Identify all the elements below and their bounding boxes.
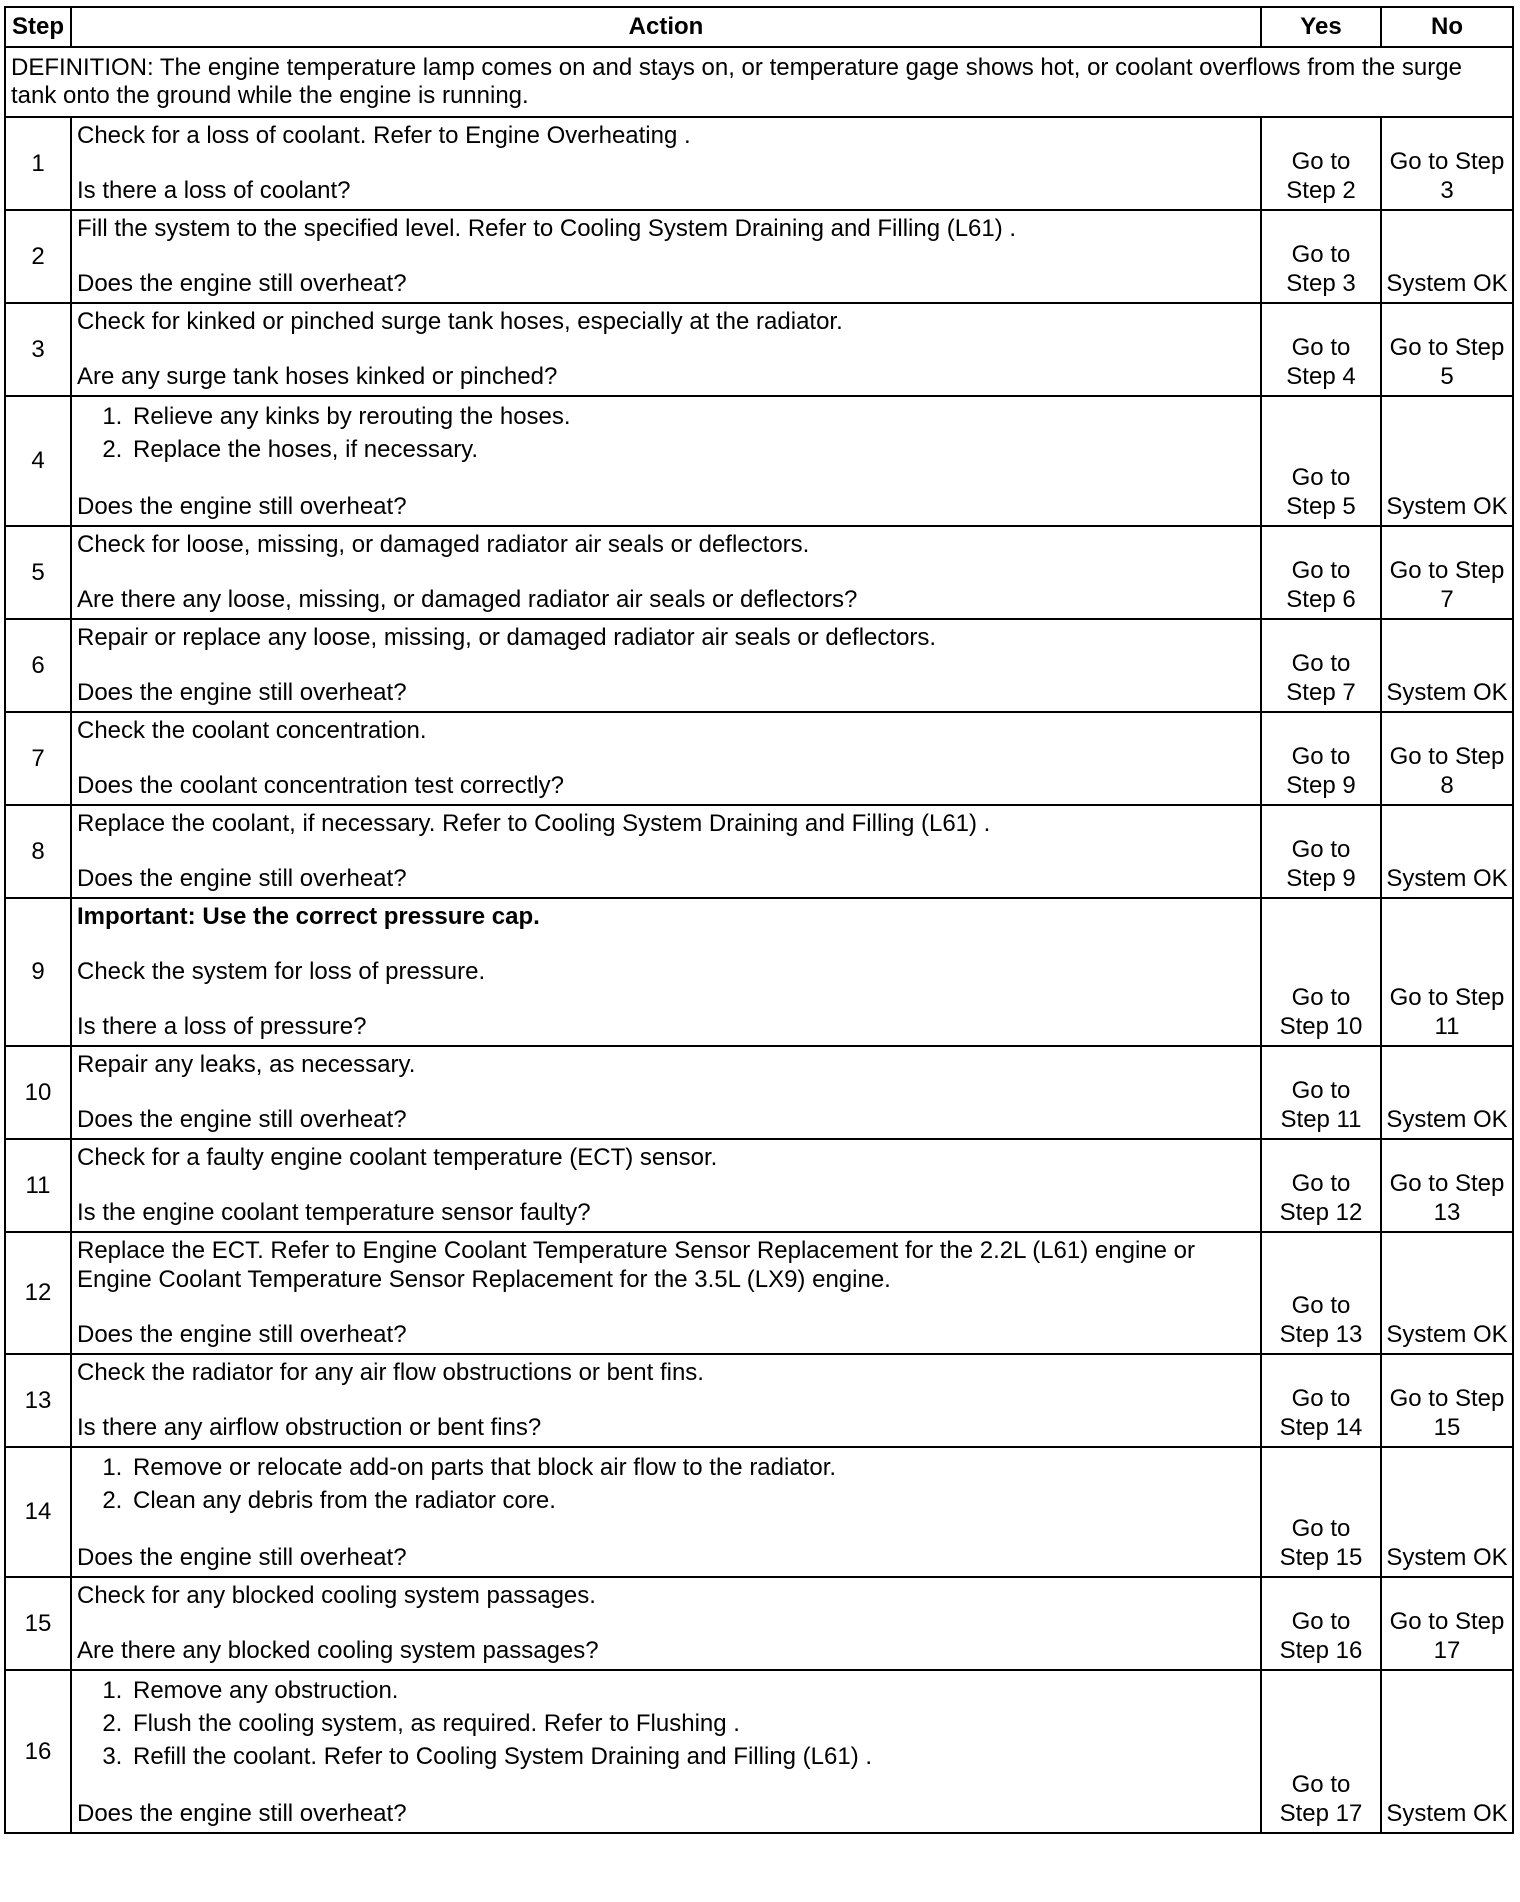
definition-row bbox=[5, 47, 1513, 117]
step-number: 1 bbox=[5, 117, 71, 210]
step-number: 16 bbox=[5, 1670, 71, 1833]
yes-result: Go to Step 16 bbox=[1261, 1577, 1381, 1670]
step-row bbox=[5, 1232, 1513, 1354]
yes-result: Go to Step 14 bbox=[1261, 1354, 1381, 1447]
no-result: Go to Step 5 bbox=[1381, 303, 1513, 396]
header-row bbox=[5, 7, 1513, 47]
step-row bbox=[5, 210, 1513, 303]
yes-result: Go to Step 10 bbox=[1261, 898, 1381, 1046]
action-question: Does the engine still overheat? bbox=[77, 1321, 407, 1348]
step-row bbox=[5, 712, 1513, 805]
step-row bbox=[5, 1139, 1513, 1232]
action-question: Does the engine still overheat? bbox=[77, 493, 407, 520]
step-action bbox=[71, 1447, 1261, 1577]
action-text: Check for a faulty engine coolant temperature (ECT) sensor. bbox=[77, 1144, 718, 1171]
step-number: 13 bbox=[5, 1354, 71, 1447]
step-action bbox=[71, 898, 1261, 1046]
action-text: Repair any leaks, as necessary. bbox=[77, 1051, 416, 1078]
action-list bbox=[77, 1674, 1255, 1773]
step-action bbox=[71, 712, 1261, 805]
step-number: 14 bbox=[5, 1447, 71, 1577]
action-text: Check the coolant concentration. bbox=[77, 717, 427, 744]
action-question: Does the engine still overheat? bbox=[77, 679, 407, 706]
action-list-item: 2. Flush the cooling system, as required. Refer to Flushing . bbox=[129, 1707, 1255, 1740]
step-row bbox=[5, 1447, 1513, 1577]
diagnostic-table bbox=[4, 6, 1514, 1834]
header-yes: Yes bbox=[1261, 7, 1381, 47]
action-list-item: 2. Replace the hoses, if necessary. bbox=[129, 433, 1255, 466]
no-result: Go to Step 17 bbox=[1381, 1577, 1513, 1670]
step-row bbox=[5, 526, 1513, 619]
action-question: Are any surge tank hoses kinked or pinched? bbox=[77, 363, 558, 390]
action-text: Fill the system to the specified level. Refer to Cooling System Draining and Filling (L61) . bbox=[77, 215, 1017, 242]
step-number: 5 bbox=[5, 526, 71, 619]
step-number: 12 bbox=[5, 1232, 71, 1354]
step-action bbox=[71, 805, 1261, 898]
step-action bbox=[71, 1670, 1261, 1833]
no-result: Go to Step 3 bbox=[1381, 117, 1513, 210]
action-text: Check the radiator for any air flow obstructions or bent fins. bbox=[77, 1359, 704, 1386]
step-action bbox=[71, 210, 1261, 303]
step-action bbox=[71, 1046, 1261, 1139]
step-number: 7 bbox=[5, 712, 71, 805]
step-action bbox=[71, 1354, 1261, 1447]
step-row bbox=[5, 1577, 1513, 1670]
no-result: System OK bbox=[1381, 619, 1513, 712]
yes-result: Go to Step 9 bbox=[1261, 805, 1381, 898]
step-action bbox=[71, 117, 1261, 210]
step-number: 10 bbox=[5, 1046, 71, 1139]
yes-result: Go to Step 6 bbox=[1261, 526, 1381, 619]
action-question: Is there any airflow obstruction or bent fins? bbox=[77, 1414, 542, 1441]
yes-result: Go to Step 15 bbox=[1261, 1447, 1381, 1577]
no-result: System OK bbox=[1381, 805, 1513, 898]
step-number: 2 bbox=[5, 210, 71, 303]
important-note: Important: Use the correct pressure cap. bbox=[77, 903, 540, 930]
action-question: Are there any loose, missing, or damaged radiator air seals or deflectors? bbox=[77, 586, 858, 613]
action-text: Check for kinked or pinched surge tank hoses, especially at the radiator. bbox=[77, 308, 843, 335]
action-list-item: 1. Remove any obstruction. bbox=[129, 1674, 1255, 1707]
action-list-item: 1. Relieve any kinks by rerouting the hoses. bbox=[129, 400, 1255, 433]
no-result: Go to Step 8 bbox=[1381, 712, 1513, 805]
no-result: Go to Step 13 bbox=[1381, 1139, 1513, 1232]
step-row bbox=[5, 619, 1513, 712]
action-list bbox=[77, 1451, 1255, 1517]
step-action bbox=[71, 1577, 1261, 1670]
action-question: Does the coolant concentration test correctly? bbox=[77, 772, 564, 799]
action-text: Check the system for loss of pressure. bbox=[77, 958, 486, 985]
yes-result: Go to Step 3 bbox=[1261, 210, 1381, 303]
action-text: Check for loose, missing, or damaged radiator air seals or deflectors. bbox=[77, 531, 810, 558]
action-question: Is there a loss of pressure? bbox=[77, 1013, 367, 1040]
yes-result: Go to Step 5 bbox=[1261, 396, 1381, 526]
step-action bbox=[71, 303, 1261, 396]
yes-result: Go to Step 9 bbox=[1261, 712, 1381, 805]
step-row bbox=[5, 805, 1513, 898]
action-text: Check for a loss of coolant. Refer to Engine Overheating . bbox=[77, 122, 691, 149]
step-row bbox=[5, 396, 1513, 526]
step-number: 6 bbox=[5, 619, 71, 712]
action-question: Does the engine still overheat? bbox=[77, 865, 407, 892]
step-row bbox=[5, 303, 1513, 396]
step-row bbox=[5, 1670, 1513, 1833]
action-question: Does the engine still overheat? bbox=[77, 1800, 407, 1827]
step-number: 11 bbox=[5, 1139, 71, 1232]
action-list-item: 3. Refill the coolant. Refer to Cooling System Draining and Filling (L61) . bbox=[129, 1740, 1255, 1773]
no-result: Go to Step 15 bbox=[1381, 1354, 1513, 1447]
no-result: System OK bbox=[1381, 396, 1513, 526]
step-row bbox=[5, 1046, 1513, 1139]
no-result: System OK bbox=[1381, 1670, 1513, 1833]
step-action bbox=[71, 619, 1261, 712]
action-question: Is there a loss of coolant? bbox=[77, 177, 351, 204]
action-question: Does the engine still overheat? bbox=[77, 1544, 407, 1571]
action-text: Check for any blocked cooling system passages. bbox=[77, 1582, 596, 1609]
step-row bbox=[5, 117, 1513, 210]
action-list-item: 1. Remove or relocate add-on parts that block air flow to the radiator. bbox=[129, 1451, 1255, 1484]
step-action bbox=[71, 1232, 1261, 1354]
step-row bbox=[5, 898, 1513, 1046]
action-question: Is the engine coolant temperature sensor faulty? bbox=[77, 1199, 591, 1226]
no-result: Go to Step 11 bbox=[1381, 898, 1513, 1046]
no-result: System OK bbox=[1381, 1447, 1513, 1577]
action-question: Does the engine still overheat? bbox=[77, 270, 407, 297]
action-list bbox=[77, 400, 1255, 466]
step-action bbox=[71, 396, 1261, 526]
no-result: Go to Step 7 bbox=[1381, 526, 1513, 619]
action-text: Replace the coolant, if necessary. Refer to Cooling System Draining and Filling (L61) . bbox=[77, 810, 991, 837]
step-number: 4 bbox=[5, 396, 71, 526]
yes-result: Go to Step 4 bbox=[1261, 303, 1381, 396]
action-text: Repair or replace any loose, missing, or damaged radiator air seals or deflectors. bbox=[77, 624, 937, 651]
yes-result: Go to Step 17 bbox=[1261, 1670, 1381, 1833]
step-number: 8 bbox=[5, 805, 71, 898]
action-list-item: 2. Clean any debris from the radiator core. bbox=[129, 1484, 1255, 1517]
header-step: Step bbox=[5, 7, 71, 47]
no-result: System OK bbox=[1381, 1046, 1513, 1139]
step-number: 9 bbox=[5, 898, 71, 1046]
step-number: 3 bbox=[5, 303, 71, 396]
no-result: System OK bbox=[1381, 1232, 1513, 1354]
header-action: Action bbox=[71, 7, 1261, 47]
header-no: No bbox=[1381, 7, 1513, 47]
step-action bbox=[71, 1139, 1261, 1232]
no-result: System OK bbox=[1381, 210, 1513, 303]
yes-result: Go to Step 13 bbox=[1261, 1232, 1381, 1354]
yes-result: Go to Step 7 bbox=[1261, 619, 1381, 712]
step-action bbox=[71, 526, 1261, 619]
action-text: Replace the ECT. Refer to Engine Coolant Temperature Sensor Replacement for the 2.2L (L61) engine or Engine Coolant Temperature Sensor Replacement for the 3.5L (LX9) engine. bbox=[77, 1237, 1195, 1293]
yes-result: Go to Step 12 bbox=[1261, 1139, 1381, 1232]
action-question: Are there any blocked cooling system passages? bbox=[77, 1637, 599, 1664]
step-number: 15 bbox=[5, 1577, 71, 1670]
action-question: Does the engine still overheat? bbox=[77, 1106, 407, 1133]
yes-result: Go to Step 11 bbox=[1261, 1046, 1381, 1139]
definition-text: DEFINITION: The engine temperature lamp comes on and stays on, or temperature gage shows hot, or coolant overflows from the surge tank onto the ground while the engine is running. bbox=[5, 47, 1513, 117]
yes-result: Go to Step 2 bbox=[1261, 117, 1381, 210]
step-row bbox=[5, 1354, 1513, 1447]
